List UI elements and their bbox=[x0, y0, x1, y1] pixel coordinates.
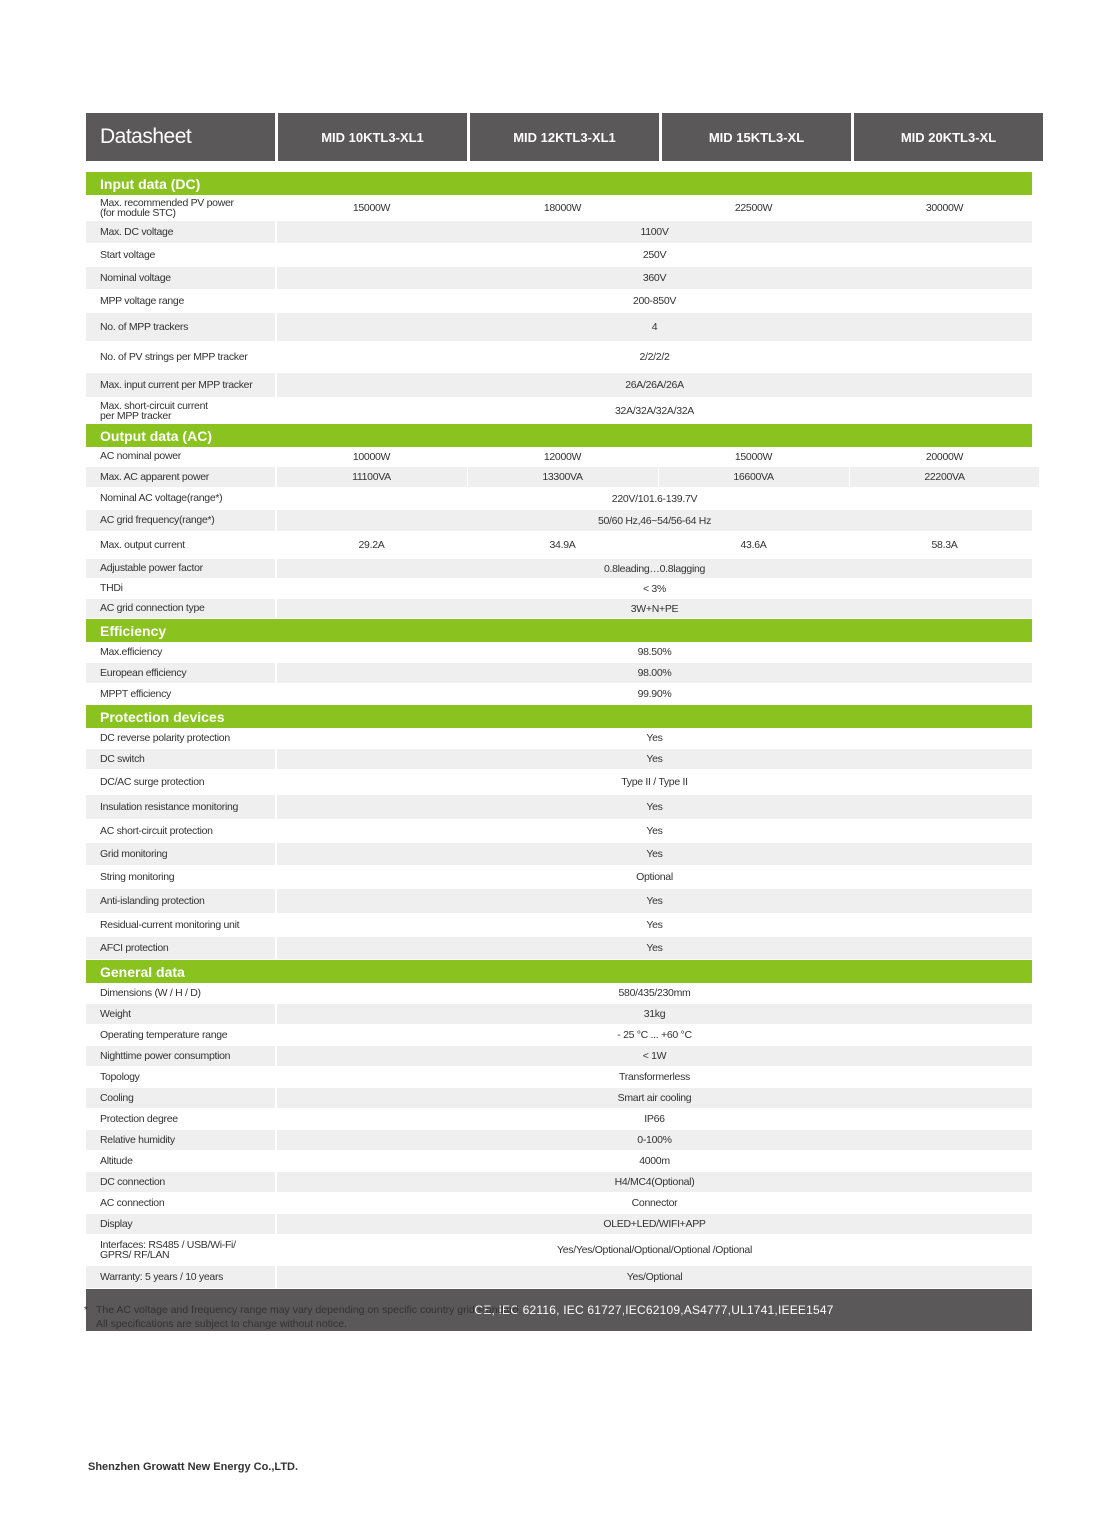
cell-value: 10000W bbox=[352, 450, 391, 463]
cell-value: < 1W bbox=[642, 1050, 667, 1062]
row-label bbox=[86, 663, 275, 683]
model-column-2: MID 12KTL3-XL1 bbox=[470, 113, 659, 161]
table-header bbox=[86, 113, 1032, 161]
table-row bbox=[86, 937, 1032, 960]
row-label-line: European efficiency bbox=[100, 666, 187, 679]
table-row bbox=[86, 398, 1032, 424]
table-row bbox=[86, 267, 1032, 290]
table-row bbox=[86, 599, 1032, 619]
cell-value: Yes bbox=[646, 753, 663, 765]
row-label-line: Operating temperature range bbox=[100, 1028, 228, 1041]
row-label bbox=[86, 1172, 275, 1192]
row-label-line: Nominal AC voltage(range*) bbox=[100, 492, 223, 504]
row-label-line: Insulation resistance monitoring bbox=[100, 800, 239, 813]
cell-value: Yes/Yes/Optional/Optional/Optional /Optional bbox=[557, 1244, 752, 1256]
cell-value: Type II / Type II bbox=[621, 776, 688, 788]
cell-value: 4 bbox=[651, 321, 658, 333]
certifications-text: CE, IEC 62116, IEC 61727,IEC62109,AS4777,UL1741,IEEE1547 bbox=[474, 1303, 834, 1317]
table-row bbox=[86, 795, 1032, 820]
cell-value: Yes bbox=[646, 848, 663, 860]
table-row bbox=[86, 559, 1032, 579]
row-label bbox=[86, 579, 275, 598]
cell-value: 26A/26A/26A bbox=[625, 379, 684, 391]
cell-value: 58.3A bbox=[849, 532, 1039, 558]
row-label-line: Max. AC apparent power bbox=[100, 470, 209, 483]
table-row bbox=[86, 1214, 1032, 1235]
cell-value: 580/435/230mm bbox=[618, 987, 691, 999]
row-label-line: AFCI protection bbox=[100, 941, 169, 954]
row-label bbox=[86, 1046, 275, 1066]
table-row bbox=[86, 889, 1032, 914]
row-label-line: Max. short-circuit current bbox=[100, 399, 208, 412]
cell-value: 12000W bbox=[467, 447, 657, 466]
row-label-line: Cooling bbox=[100, 1091, 134, 1104]
row-label-line: Anti-islanding protection bbox=[100, 894, 205, 907]
row-label bbox=[86, 983, 275, 1003]
cell-value: OLED+LED/WIFI+APP bbox=[603, 1218, 706, 1230]
table-row bbox=[86, 1151, 1032, 1172]
cell-value: 50/60 Hz,46~54/56-64 Hz bbox=[597, 514, 712, 527]
datasheet-title: Datasheet bbox=[86, 113, 275, 161]
table-row bbox=[86, 447, 1032, 467]
row-label-line: Max.efficiency bbox=[100, 645, 163, 658]
row-label-line: Grid monitoring bbox=[100, 847, 168, 860]
table-row bbox=[86, 579, 1032, 599]
cell-value: 99.90% bbox=[637, 688, 672, 700]
cell-value: 29.2A bbox=[358, 539, 385, 551]
cell-value: 34.9A bbox=[467, 532, 657, 558]
table-row bbox=[86, 467, 1032, 488]
cell-value: < 3% bbox=[642, 582, 667, 595]
row-label-line: AC grid frequency(range*) bbox=[100, 514, 215, 526]
cell-value: 16600VA bbox=[658, 467, 848, 487]
row-label bbox=[86, 267, 275, 289]
table-row bbox=[86, 749, 1032, 770]
cell-value: 43.6A bbox=[658, 532, 848, 558]
row-label-line: Max. input current per MPP tracker bbox=[100, 378, 253, 391]
row-label bbox=[86, 1235, 275, 1265]
table-row bbox=[86, 532, 1032, 559]
table-row bbox=[86, 313, 1032, 342]
row-label-line: MPP voltage range bbox=[100, 294, 185, 307]
row-label bbox=[86, 398, 275, 423]
row-label-line: Start voltage bbox=[100, 248, 156, 261]
model-column-3: MID 15KTL3-XL bbox=[662, 113, 851, 161]
cell-value: Connector bbox=[631, 1197, 678, 1209]
row-label-line: Max. output current bbox=[100, 538, 185, 551]
table-row bbox=[86, 642, 1032, 663]
cell-value: - 25 °C ... +60 °C bbox=[617, 1029, 692, 1041]
row-label bbox=[86, 866, 275, 888]
row-label bbox=[86, 1067, 275, 1087]
table-row bbox=[86, 1235, 1032, 1266]
cell-value: 360V bbox=[642, 272, 667, 284]
row-label-line: Display bbox=[100, 1217, 133, 1230]
cell-value: 22500W bbox=[658, 195, 848, 220]
row-label bbox=[86, 684, 275, 704]
model-column-4: MID 20KTL3-XL bbox=[854, 113, 1043, 161]
cell-value: 2/2/2/2 bbox=[639, 351, 670, 363]
model-column-1: MID 10KTL3-XL1 bbox=[278, 113, 467, 161]
cell-value: 15000W bbox=[658, 447, 848, 466]
row-label bbox=[86, 290, 275, 312]
cell-value: 0.8leading…0.8lagging bbox=[603, 562, 706, 575]
row-label bbox=[86, 937, 275, 959]
row-label-line: No. of MPP trackers bbox=[100, 320, 189, 333]
row-label bbox=[86, 221, 275, 243]
row-label-line: Warranty: 5 years / 10 years bbox=[100, 1270, 224, 1283]
row-label-line: DC/AC surge protection bbox=[100, 775, 205, 788]
table-row bbox=[86, 488, 1032, 510]
footnote bbox=[84, 1303, 522, 1331]
row-label bbox=[86, 195, 275, 220]
row-label-line: Nominal voltage bbox=[100, 271, 171, 284]
table-row bbox=[86, 728, 1032, 749]
row-label-line: String monitoring bbox=[100, 870, 175, 883]
cell-value: 1100V bbox=[640, 226, 669, 238]
row-label bbox=[86, 342, 275, 372]
row-label bbox=[86, 447, 275, 466]
cell-value: 98.00% bbox=[637, 667, 672, 679]
table-row bbox=[86, 770, 1032, 795]
table-row bbox=[86, 1046, 1032, 1067]
row-label-line: DC connection bbox=[100, 1175, 165, 1188]
table-row bbox=[86, 342, 1032, 373]
cell-value: 32A/32A/32A/32A bbox=[615, 404, 694, 417]
row-label-line: AC short-circuit protection bbox=[100, 824, 213, 837]
row-label-line: Max. DC voltage bbox=[100, 225, 174, 238]
table-row bbox=[86, 983, 1032, 1004]
cell-value: Yes bbox=[646, 732, 663, 744]
row-label bbox=[86, 843, 275, 865]
row-label-line: Dimensions (W / H / D) bbox=[100, 986, 201, 999]
cell-value: 0-100% bbox=[637, 1134, 672, 1146]
row-label bbox=[86, 244, 275, 266]
table-row bbox=[86, 866, 1032, 889]
row-label-line: No. of PV strings per MPP tracker bbox=[100, 350, 248, 363]
row-label bbox=[86, 510, 275, 531]
table-row bbox=[86, 510, 1032, 532]
table-row bbox=[86, 1088, 1032, 1109]
cell-value: Yes bbox=[646, 825, 663, 837]
table-row bbox=[86, 1067, 1032, 1088]
table-row bbox=[86, 1266, 1032, 1289]
cell-value: 11100VA bbox=[352, 471, 391, 483]
row-label-line: DC reverse polarity protection bbox=[100, 731, 230, 744]
table-row bbox=[86, 244, 1032, 267]
row-label bbox=[86, 914, 275, 936]
cell-value: 18000W bbox=[467, 195, 657, 220]
table-row bbox=[86, 1172, 1032, 1193]
cell-value: Transformerless bbox=[619, 1071, 690, 1083]
table-row bbox=[86, 373, 1032, 398]
section-header: Protection devices bbox=[86, 705, 1032, 728]
cell-value: Optional bbox=[636, 871, 673, 883]
row-label-line: Altitude bbox=[100, 1154, 133, 1167]
table-row bbox=[86, 820, 1032, 843]
row-label-line: Relative humidity bbox=[100, 1133, 175, 1146]
row-label bbox=[86, 599, 275, 618]
row-label bbox=[86, 749, 275, 769]
cell-value: Yes bbox=[646, 919, 663, 931]
row-label-line: AC grid connection type bbox=[100, 602, 205, 614]
row-label bbox=[86, 532, 275, 558]
row-label bbox=[86, 820, 275, 842]
company-name: Shenzhen Growatt New Energy Co.,LTD. bbox=[88, 1461, 299, 1473]
cell-value: 30000W bbox=[849, 195, 1039, 220]
table-row bbox=[86, 290, 1032, 313]
row-label-line: MPPT efficiency bbox=[100, 687, 171, 700]
cell-value: 98.50% bbox=[637, 646, 672, 658]
cell-value: 3W+N+PE bbox=[630, 602, 679, 615]
footnote-line-1: The AC voltage and frequency range may vary depending on specific country grid standard. bbox=[96, 1304, 522, 1316]
cell-value: 22200VA bbox=[849, 467, 1039, 487]
row-label-line: Topology bbox=[100, 1070, 140, 1083]
row-label bbox=[86, 1214, 275, 1234]
row-label-line: DC switch bbox=[100, 752, 145, 765]
row-label-line: Residual-current monitoring unit bbox=[100, 918, 240, 931]
row-label bbox=[86, 1025, 275, 1045]
cell-value: Yes bbox=[646, 895, 663, 907]
row-label bbox=[86, 373, 275, 397]
table-row bbox=[86, 1109, 1032, 1130]
row-label-line: per MPP tracker bbox=[100, 409, 172, 422]
row-label-line: Nighttime power consumption bbox=[100, 1049, 231, 1062]
cell-value: H4/MC4(Optional) bbox=[614, 1176, 695, 1188]
cell-value: 31kg bbox=[643, 1008, 666, 1020]
cell-value: IP66 bbox=[644, 1113, 665, 1125]
row-label bbox=[86, 467, 275, 487]
table-row bbox=[86, 221, 1032, 244]
cell-value: Yes bbox=[646, 942, 663, 954]
cell-value: 15000W bbox=[352, 201, 391, 214]
section-header: Output data (AC) bbox=[86, 424, 1032, 447]
cell-value: Yes bbox=[646, 801, 663, 813]
cell-value: Smart air cooling bbox=[617, 1092, 692, 1104]
cell-value: 220V/101.6-139.7V bbox=[611, 492, 698, 505]
cell-value: 200-850V bbox=[632, 295, 677, 307]
row-label-line: Adjustable power factor bbox=[100, 562, 203, 574]
row-label bbox=[86, 559, 275, 578]
spec-sections bbox=[86, 172, 1032, 1289]
row-label bbox=[86, 1151, 275, 1171]
cell-value: 20000W bbox=[849, 447, 1039, 466]
row-label-line: THDi bbox=[100, 582, 123, 594]
row-label bbox=[86, 1193, 275, 1213]
row-label-line: AC nominal power bbox=[100, 450, 181, 462]
row-label bbox=[86, 1004, 275, 1024]
row-label bbox=[86, 1130, 275, 1150]
row-label-line: Interfaces: RS485 / USB/Wi-Fi/ bbox=[100, 1239, 236, 1251]
row-label-line: Max. recommended PV power bbox=[100, 196, 234, 209]
row-label-line: (for module STC) bbox=[100, 206, 176, 219]
row-label bbox=[86, 1109, 275, 1129]
cell-value: 4000m bbox=[639, 1155, 670, 1167]
row-label bbox=[86, 642, 275, 662]
section-header: General data bbox=[86, 960, 1032, 983]
row-label-line: Weight bbox=[100, 1007, 131, 1020]
footnote-line-2: All specifications are subject to change without notice. bbox=[96, 1318, 347, 1330]
table-row bbox=[86, 195, 1032, 221]
row-label bbox=[86, 1088, 275, 1108]
row-label-line: Protection degree bbox=[100, 1112, 178, 1125]
table-row bbox=[86, 843, 1032, 866]
footnote-star: * bbox=[84, 1304, 89, 1316]
table-row bbox=[86, 1193, 1032, 1214]
datasheet-table bbox=[86, 113, 1032, 1331]
table-row bbox=[86, 1130, 1032, 1151]
table-row bbox=[86, 1025, 1032, 1046]
row-label-line: AC connection bbox=[100, 1196, 165, 1209]
row-label bbox=[86, 728, 275, 748]
section-header: Input data (DC) bbox=[86, 172, 1032, 195]
row-label bbox=[86, 313, 275, 341]
cell-value: 250V bbox=[642, 249, 667, 261]
row-label bbox=[86, 488, 275, 509]
cell-value: Yes/Optional bbox=[626, 1271, 683, 1283]
row-label bbox=[86, 795, 275, 819]
row-label bbox=[86, 770, 275, 794]
table-row bbox=[86, 684, 1032, 705]
row-label-line: GPRS/ RF/LAN bbox=[100, 1249, 170, 1261]
row-label bbox=[86, 1266, 275, 1288]
section-header: Efficiency bbox=[86, 619, 1032, 642]
row-label bbox=[86, 889, 275, 913]
table-row bbox=[86, 663, 1032, 684]
table-row bbox=[86, 1004, 1032, 1025]
table-row bbox=[86, 914, 1032, 937]
cell-value: 13300VA bbox=[467, 467, 657, 487]
